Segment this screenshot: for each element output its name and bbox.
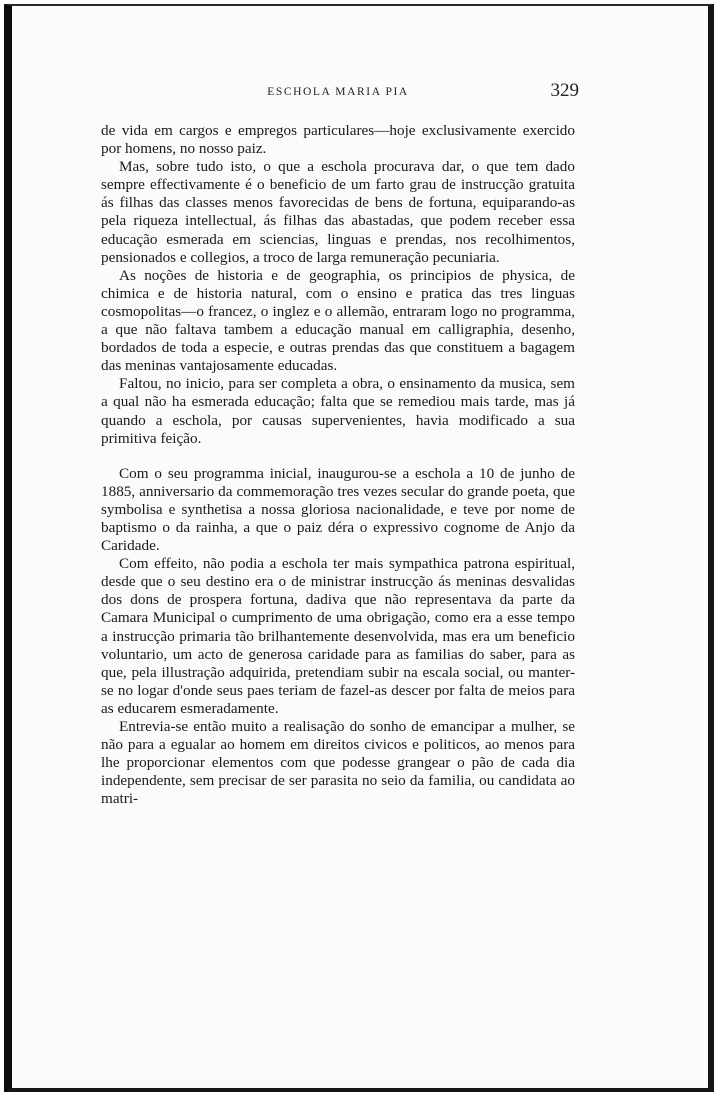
running-title: ESCHOLA MARIA PIA (267, 86, 409, 98)
paragraph-7: Entrevia-se então muito a realisação do sonho de emancipar a mulher, se não para a egualar ao homem em direitos civicos e politicos, ao menos para lhe proporcionar elementos com que podesse grangear o pão de cada dia independente, sem precisar de ser parasita no seio da familia, ou candidata ao matri- (101, 718, 575, 808)
body-text (101, 122, 575, 808)
page-number: 329 (550, 80, 579, 101)
running-header (101, 80, 579, 104)
paragraph-4: Faltou, no inicio, para ser completa a obra, o ensinamento da musica, sem a qual não ha esmerada educação; falta que se remediou mais tarde, mas já quando a eschola, por causas supervenientes, havia modificado a sua primitiva feição. (101, 375, 575, 447)
paragraph-6: Com effeito, não podia a eschola ter mais sympathica patrona espiritual, desde que o seu destino era o de ministrar instrucção ás meninas desvalidas dos dons de prospera fortuna, dadiva que não representava da parte da Camara Municipal o cumprimento de uma obrigação, como era a esse tempo a instrucção primaria tão brilhantemente desenvolvida, mas era um beneficio voluntario, um acto de generosa caridade para as familias do saber, para as que, pela illustração adquirida, pretendiam subir na escala social, ou manter-se no logar d'onde seus paes teriam de fazel-as descer por falta de meios para as educarem esmeradamente. (101, 555, 575, 717)
paragraph-3: As noções de historia e de geographia, os principios de physica, de chimica e de historia natural, com o ensino e pratica das tres linguas cosmopolitas—o francez, o inglez e o allemão, entraram logo no programma, a que não faltava tambem a educação manual em calligraphia, desenho, bordados de toda a especie, e outras prendas das que constituem a bagagem das meninas vantajosamente educadas. (101, 266, 575, 375)
paragraph-2: Mas, sobre tudo isto, o que a eschola procurava dar, o que tem dado sempre effectivamente é o beneficio de um farto grau de instrucção gratuita ás filhas das classes menos favorecidas de bens de fortuna, equiparando-as pela riqueza intellectual, ás filhas das abastadas, que podem receber essa educação esmerada em sciencias, linguas e prendas, nos recolhimentos, pensionados e collegios, a troco de larga remuneração pecuniaria. (101, 158, 575, 266)
paragraph-1: de vida em cargos e empregos particulares—hoje exclusivamente exercido por homens, no nosso paiz. (101, 122, 575, 158)
paragraph-5: Com o seu programma inicial, inaugurou-se a eschola a 10 de junho de 1885, anniversario da commemoração tres vezes secular do grande poeta, que symbolisa e synthetisa a nossa gloriosa nacionalidade, e teve por nome de baptismo o da rainha, a que o paiz déra o expressivo cognome de Anjo da Caridade. (101, 464, 575, 555)
